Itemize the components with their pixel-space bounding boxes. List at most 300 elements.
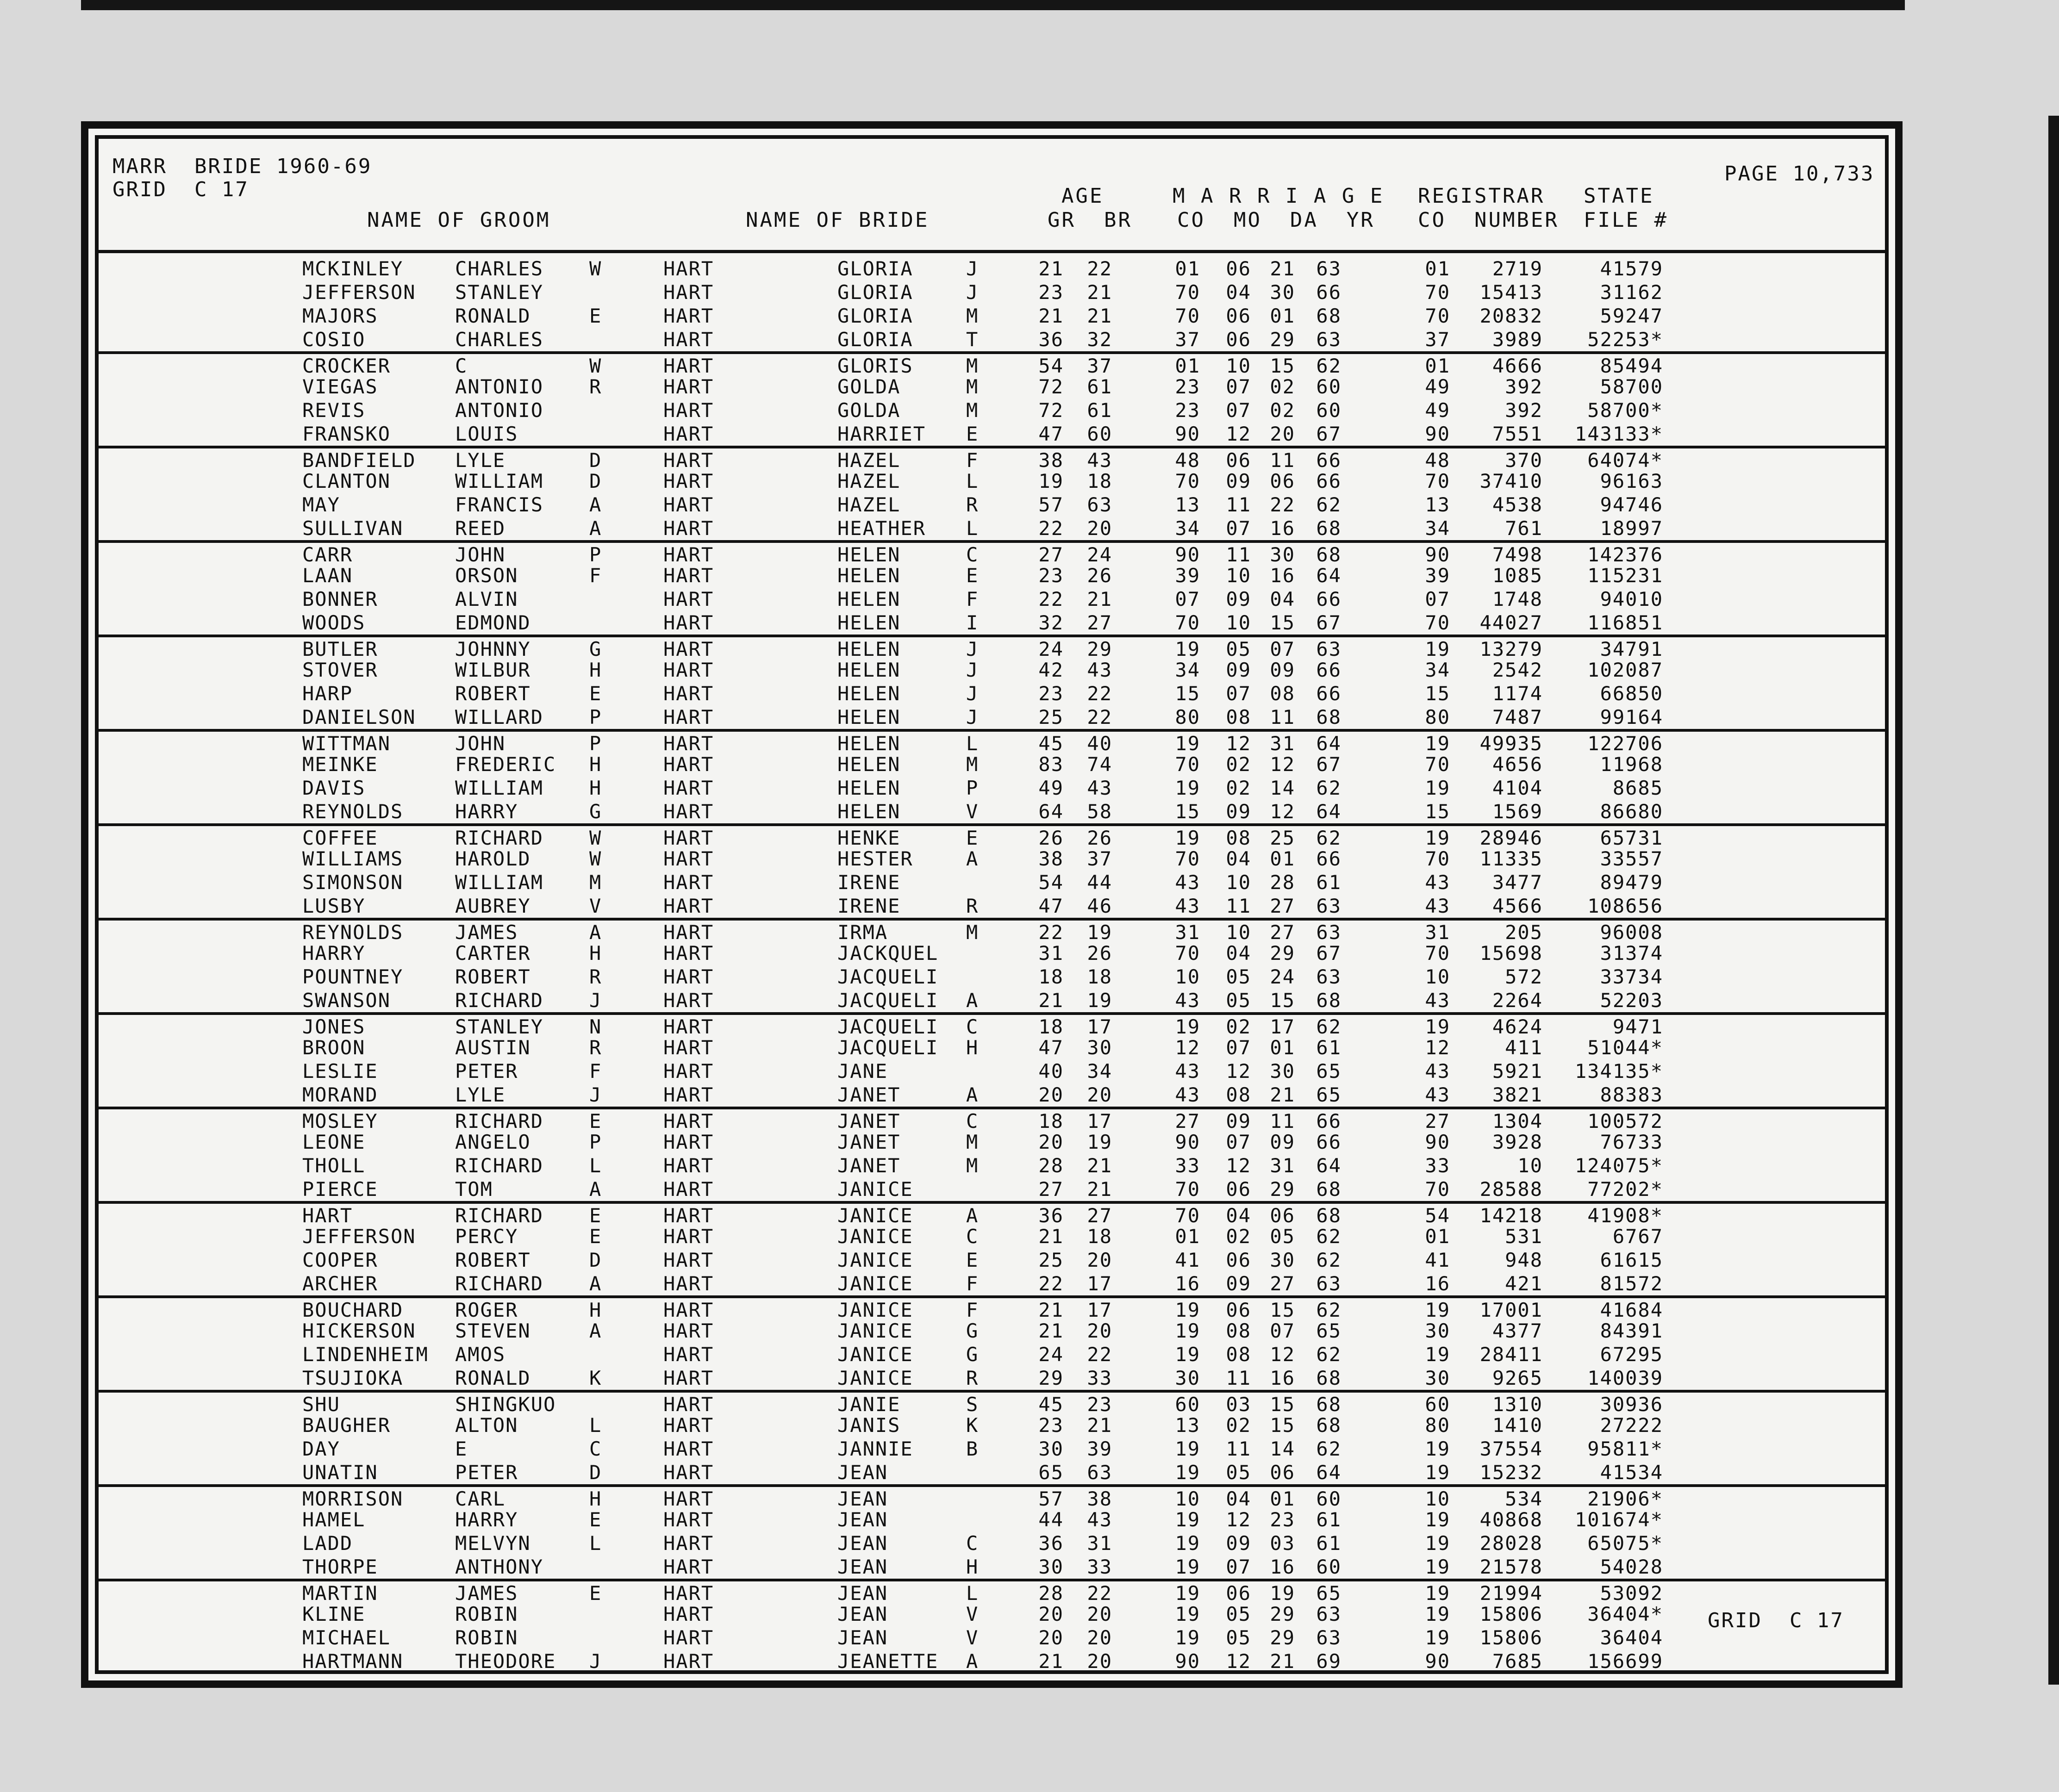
bride-surname: HART — [663, 611, 714, 634]
bride-surname: HART — [663, 1015, 714, 1038]
age-groom: 54 — [1038, 355, 1064, 377]
marriage-month: 03 — [1226, 1393, 1251, 1416]
bride-given: IRMA — [837, 921, 888, 944]
record-row — [99, 422, 1885, 446]
state-file-number: 67295 — [1600, 1343, 1663, 1366]
groom-initial: F — [589, 1060, 602, 1083]
marriage-year: 68 — [1316, 305, 1341, 327]
bride-initial: A — [966, 989, 979, 1012]
registrar-number: 531 — [1505, 1225, 1543, 1248]
marriage-county: 19 — [1175, 1299, 1200, 1321]
bride-surname: HART — [663, 1319, 714, 1342]
marriage-month: 06 — [1226, 1249, 1251, 1271]
bride-surname: HART — [663, 942, 714, 964]
marriage-month: 07 — [1226, 399, 1251, 422]
age-groom: 20 — [1038, 1603, 1064, 1625]
registrar-county: 70 — [1425, 470, 1450, 492]
marriage-day: 01 — [1270, 1036, 1295, 1059]
registrar-number: 37554 — [1479, 1437, 1543, 1460]
age-bride: 63 — [1087, 493, 1112, 516]
marriage-day: 11 — [1270, 1110, 1295, 1132]
bride-given: JANET — [837, 1110, 901, 1132]
groom-given: WILBUR — [455, 659, 531, 681]
age-groom: 47 — [1038, 895, 1064, 917]
age-groom: 57 — [1038, 493, 1064, 516]
marriage-month: 04 — [1226, 847, 1251, 870]
state-file-number: 65075* — [1587, 1532, 1663, 1555]
state-file-number: 8685 — [1612, 777, 1663, 799]
bride-initial: F — [966, 1272, 979, 1295]
marriage-county: 80 — [1175, 706, 1200, 728]
groom-given: ROBERT — [455, 1249, 531, 1271]
marriage-year: 62 — [1316, 1299, 1341, 1321]
bride-surname: HART — [663, 638, 714, 660]
record-row — [99, 1461, 1885, 1484]
groom-given: CARTER — [455, 942, 531, 964]
age-groom: 27 — [1038, 543, 1064, 566]
groom-initial: J — [589, 1083, 602, 1106]
age-subheader: GR BR — [1048, 208, 1132, 232]
age-bride: 18 — [1087, 965, 1112, 988]
state-file-number: 142376 — [1587, 543, 1663, 566]
state-file-number: 108656 — [1587, 895, 1663, 917]
bride-surname: HART — [663, 1414, 714, 1437]
marriage-day: 15 — [1270, 1414, 1295, 1437]
age-bride: 30 — [1087, 1036, 1112, 1059]
registrar-number: 15413 — [1479, 281, 1543, 304]
marriage-day: 12 — [1270, 800, 1295, 823]
marriage-day: 21 — [1270, 1650, 1295, 1673]
groom-given: LOUIS — [455, 423, 518, 445]
groom-initial: P — [589, 543, 602, 566]
age-groom: 45 — [1038, 1393, 1064, 1416]
age-bride: 33 — [1087, 1556, 1112, 1578]
registrar-county: 70 — [1425, 281, 1450, 304]
marriage-county: 43 — [1175, 1060, 1200, 1083]
record-row — [99, 1437, 1885, 1461]
groom-initial: H — [589, 1299, 602, 1321]
state-file-number: 51044* — [1587, 1036, 1663, 1059]
groom-given: STANLEY — [455, 1015, 544, 1038]
registrar-number: 11335 — [1479, 847, 1543, 870]
record-row — [99, 1649, 1885, 1673]
bride-given: JANICE — [837, 1249, 913, 1271]
marriage-month: 12 — [1226, 1650, 1251, 1673]
marriage-year: 63 — [1316, 1626, 1341, 1649]
record-row — [99, 941, 1885, 965]
bride-given: HELEN — [837, 800, 901, 823]
marriage-day: 09 — [1270, 659, 1295, 681]
groom-initial: H — [589, 777, 602, 799]
age-bride: 32 — [1087, 328, 1112, 351]
groom-surname: WOODS — [302, 611, 366, 634]
registrar-county: 19 — [1425, 1437, 1450, 1460]
marriage-year: 68 — [1316, 1204, 1341, 1227]
age-groom: 21 — [1038, 1299, 1064, 1321]
record-row — [99, 753, 1885, 776]
marriage-day: 06 — [1270, 1461, 1295, 1484]
marriage-year: 63 — [1316, 257, 1341, 280]
groom-given: ANTONIO — [455, 399, 544, 422]
record-row — [99, 398, 1885, 422]
record-row — [99, 1272, 1885, 1295]
marriage-month: 08 — [1226, 1083, 1251, 1106]
bride-initial: L — [966, 732, 979, 755]
record-row — [99, 894, 1885, 918]
registrar-number: 370 — [1505, 449, 1543, 472]
registrar-county: 19 — [1425, 638, 1450, 660]
bride-initial: C — [966, 1015, 979, 1038]
groom-surname: JEFFERSON — [302, 281, 416, 304]
registrar-number: 392 — [1505, 399, 1543, 422]
marriage-month: 07 — [1226, 1556, 1251, 1578]
groom-surname: POUNTNEY — [302, 965, 404, 988]
registrar-number: 205 — [1505, 921, 1543, 944]
groom-initial: P — [589, 1131, 602, 1153]
groom-initial: E — [589, 682, 602, 705]
age-groom: 54 — [1038, 871, 1064, 894]
bride-surname: HART — [663, 1582, 714, 1605]
age-groom: 22 — [1038, 921, 1064, 944]
bride-given: JEAN — [837, 1487, 888, 1510]
registrar-number: 15698 — [1479, 942, 1543, 964]
marriage-year: 63 — [1316, 921, 1341, 944]
state-file-number: 84391 — [1600, 1319, 1663, 1342]
groom-surname: COFFEE — [302, 827, 378, 849]
groom-surname: HART — [302, 1204, 353, 1227]
marriage-month: 06 — [1226, 1299, 1251, 1321]
registrar-county: 10 — [1425, 1487, 1450, 1510]
marriage-year: 63 — [1316, 965, 1341, 988]
state-file-number: 33734 — [1600, 965, 1663, 988]
marriage-county: 70 — [1175, 942, 1200, 964]
age-groom: 24 — [1038, 1343, 1064, 1366]
groom-given: RICHARD — [455, 1110, 544, 1132]
record-row — [99, 446, 1885, 472]
marriage-month: 06 — [1226, 257, 1251, 280]
groom-initial: L — [589, 1532, 602, 1555]
state-file-number: 134135* — [1574, 1060, 1663, 1083]
groom-given: RICHARD — [455, 1154, 544, 1177]
bride-initial: L — [966, 517, 979, 540]
marriage-year: 65 — [1316, 1060, 1341, 1083]
record-row — [99, 1107, 1885, 1133]
age-bride: 22 — [1087, 1582, 1112, 1605]
groom-initial: A — [589, 517, 602, 540]
groom-initial: E — [589, 1110, 602, 1132]
marriage-month: 09 — [1226, 588, 1251, 610]
bride-given: HELEN — [837, 682, 901, 705]
groom-initial: A — [589, 921, 602, 944]
bride-surname: HART — [663, 1487, 714, 1510]
marriage-day: 28 — [1270, 871, 1295, 894]
age-groom: 27 — [1038, 1178, 1064, 1201]
registrar-county: 90 — [1425, 1650, 1450, 1673]
age-groom: 38 — [1038, 449, 1064, 472]
groom-given: PETER — [455, 1461, 518, 1484]
registrar-county: 19 — [1425, 777, 1450, 799]
bride-surname: HART — [663, 1272, 714, 1295]
marriage-day: 29 — [1270, 1178, 1295, 1201]
age-bride: 34 — [1087, 1060, 1112, 1083]
record-row — [99, 776, 1885, 800]
groom-given: ORSON — [455, 564, 518, 587]
registrar-county: 34 — [1425, 517, 1450, 540]
marriage-month: 11 — [1226, 1437, 1251, 1460]
marriage-year: 62 — [1316, 355, 1341, 377]
registrar-county: 16 — [1425, 1272, 1450, 1295]
marriage-year: 64 — [1316, 732, 1341, 755]
marriage-month: 08 — [1226, 1343, 1251, 1366]
bride-initial: A — [966, 847, 979, 870]
marriage-county: 01 — [1175, 1225, 1200, 1248]
age-bride: 22 — [1087, 1343, 1112, 1366]
age-groom: 21 — [1038, 989, 1064, 1012]
marriage-year: 66 — [1316, 659, 1341, 681]
registrar-number: 4377 — [1492, 1319, 1543, 1342]
registrar-county: 37 — [1425, 328, 1450, 351]
record-row — [99, 635, 1885, 661]
age-groom: 23 — [1038, 1414, 1064, 1437]
bride-given: HEATHER — [837, 517, 926, 540]
record-row — [99, 1579, 1885, 1605]
bride-surname: HART — [663, 659, 714, 681]
bride-given: JANICE — [837, 1178, 913, 1201]
bride-initial: E — [966, 423, 979, 445]
groom-given: HAROLD — [455, 847, 531, 870]
state-file-number: 76733 — [1600, 1131, 1663, 1153]
age-bride: 21 — [1087, 588, 1112, 610]
registrar-county: 43 — [1425, 871, 1450, 894]
groom-surname: MAY — [302, 493, 340, 516]
record-row — [99, 1295, 1885, 1322]
bride-surname: HART — [663, 1461, 714, 1484]
bride-given: HARRIET — [837, 423, 926, 445]
groom-given: RONALD — [455, 305, 531, 327]
registrar-county: 54 — [1425, 1204, 1450, 1227]
sheet-inner-frame — [95, 135, 1889, 1674]
registrar-county: 70 — [1425, 611, 1450, 634]
registrar-county: 60 — [1425, 1393, 1450, 1416]
bride-given: JACQUELI — [837, 1036, 939, 1059]
bride-given: JANNIE — [837, 1437, 913, 1460]
age-bride: 24 — [1087, 543, 1112, 566]
age-groom: 47 — [1038, 1036, 1064, 1059]
marriage-month: 08 — [1226, 827, 1251, 849]
marriage-county: 01 — [1175, 355, 1200, 377]
groom-given: RONALD — [455, 1367, 531, 1389]
age-groom: 44 — [1038, 1508, 1064, 1531]
age-groom: 29 — [1038, 1367, 1064, 1389]
registrar-county: 01 — [1425, 355, 1450, 377]
bride-initial: A — [966, 1204, 979, 1227]
age-groom: 36 — [1038, 1532, 1064, 1555]
bride-surname: HART — [663, 989, 714, 1012]
registrar-county: 15 — [1425, 800, 1450, 823]
bride-initial: C — [966, 1110, 979, 1132]
groom-surname: DAY — [302, 1437, 340, 1460]
groom-given: AUSTIN — [455, 1036, 531, 1059]
marriage-year: 62 — [1316, 777, 1341, 799]
marriage-day: 14 — [1270, 777, 1295, 799]
marriage-county: 13 — [1175, 1414, 1200, 1437]
age-bride: 21 — [1087, 1178, 1112, 1201]
marriage-month: 05 — [1226, 1626, 1251, 1649]
age-bride: 17 — [1087, 1272, 1112, 1295]
registrar-number: 7685 — [1492, 1650, 1543, 1673]
bride-given: HELEN — [837, 753, 901, 776]
age-groom: 18 — [1038, 1015, 1064, 1038]
marriage-month: 09 — [1226, 800, 1251, 823]
marriage-county: 70 — [1175, 1204, 1200, 1227]
marriage-day: 21 — [1270, 1083, 1295, 1106]
marriage-county: 15 — [1175, 682, 1200, 705]
marriage-day: 24 — [1270, 965, 1295, 988]
bride-surname: HART — [663, 517, 714, 540]
bride-initial: J — [966, 281, 979, 304]
age-groom: 47 — [1038, 423, 1064, 445]
bride-initial: J — [966, 682, 979, 705]
marriage-year: 68 — [1316, 517, 1341, 540]
registrar-county: 19 — [1425, 1461, 1450, 1484]
marriage-month: 10 — [1226, 355, 1251, 377]
age-groom: 19 — [1038, 470, 1064, 492]
marriage-day: 30 — [1270, 543, 1295, 566]
groom-surname: HARTMANN — [302, 1650, 404, 1673]
age-groom: 24 — [1038, 638, 1064, 660]
bride-given: GLORIA — [837, 328, 913, 351]
groom-initial: L — [589, 1414, 602, 1437]
bride-initial: C — [966, 1532, 979, 1555]
bride-given: JANIS — [837, 1414, 901, 1437]
state-file-number: 30936 — [1600, 1393, 1663, 1416]
marriage-year: 63 — [1316, 1272, 1341, 1295]
groom-surname: UNATIN — [302, 1461, 378, 1484]
bride-initial: E — [966, 564, 979, 587]
registrar-county: 34 — [1425, 659, 1450, 681]
registrar-number: 7487 — [1492, 706, 1543, 728]
age-groom: 31 — [1038, 942, 1064, 964]
registrar-number: 4624 — [1492, 1015, 1543, 1038]
record-row — [99, 587, 1885, 611]
bride-surname: HART — [663, 732, 714, 755]
groom-given: HARRY — [455, 800, 518, 823]
marriage-county: 19 — [1175, 732, 1200, 755]
age-bride: 20 — [1087, 1626, 1112, 1649]
bride-surname: HART — [663, 871, 714, 894]
groom-given: JOHN — [455, 732, 506, 755]
groom-surname: MORAND — [302, 1083, 378, 1106]
marriage-year: 66 — [1316, 281, 1341, 304]
marriage-year: 60 — [1316, 375, 1341, 398]
bride-surname: HART — [663, 257, 714, 280]
registrar-number: 534 — [1505, 1487, 1543, 1510]
marriage-day: 29 — [1270, 1603, 1295, 1625]
registrar-number: 2719 — [1492, 257, 1543, 280]
marriage-day: 30 — [1270, 1060, 1295, 1083]
bride-surname: HART — [663, 1249, 714, 1271]
registrar-number: 7498 — [1492, 543, 1543, 566]
registrar-county: 19 — [1425, 1582, 1450, 1605]
bride-surname: HART — [663, 1178, 714, 1201]
bride-initial: R — [966, 895, 979, 917]
bride-given: GOLDA — [837, 399, 901, 422]
bride-initial: B — [966, 1437, 979, 1460]
groom-given: WILLIAM — [455, 777, 544, 799]
record-row — [99, 1012, 1885, 1039]
bride-initial: M — [966, 355, 979, 377]
registrar-county: 19 — [1425, 732, 1450, 755]
record-row — [99, 257, 1885, 280]
record-row — [99, 1083, 1885, 1107]
registrar-county: 70 — [1425, 942, 1450, 964]
groom-given: SHINGKUO — [455, 1393, 556, 1416]
age-groom: 40 — [1038, 1060, 1064, 1083]
age-bride: 39 — [1087, 1437, 1112, 1460]
age-bride: 21 — [1087, 1414, 1112, 1437]
marriage-day: 25 — [1270, 827, 1295, 849]
bride-given: JANET — [837, 1154, 901, 1177]
marriage-month: 04 — [1226, 1204, 1251, 1227]
registrar-number: 421 — [1505, 1272, 1543, 1295]
groom-initial: E — [589, 305, 602, 327]
marriage-year: 68 — [1316, 989, 1341, 1012]
marriage-month: 02 — [1226, 1015, 1251, 1038]
age-groom: 28 — [1038, 1154, 1064, 1177]
bride-given: HAZEL — [837, 493, 901, 516]
bride-given: IRENE — [837, 871, 901, 894]
registrar-column-header: REGISTRAR — [1418, 184, 1545, 208]
registrar-county: 70 — [1425, 847, 1450, 870]
marriage-year: 63 — [1316, 1603, 1341, 1625]
marriage-day: 17 — [1270, 1015, 1295, 1038]
age-groom: 20 — [1038, 1083, 1064, 1106]
registrar-number: 1569 — [1492, 800, 1543, 823]
bride-given: JEAN — [837, 1556, 888, 1578]
marriage-month: 10 — [1226, 921, 1251, 944]
groom-initial: R — [589, 965, 602, 988]
record-row — [99, 328, 1885, 351]
marriage-county: 34 — [1175, 659, 1200, 681]
marriage-year: 61 — [1316, 1532, 1341, 1555]
page-number: PAGE 10,733 — [1724, 162, 1875, 186]
age-groom: 21 — [1038, 1650, 1064, 1673]
age-bride: 22 — [1087, 682, 1112, 705]
registrar-county: 19 — [1425, 1603, 1450, 1625]
groom-given: ROBIN — [455, 1626, 518, 1649]
marriage-county: 48 — [1175, 449, 1200, 472]
bride-initial: V — [966, 800, 979, 823]
bride-given: IRENE — [837, 895, 901, 917]
registrar-number: 28028 — [1479, 1532, 1543, 1555]
record-row — [99, 729, 1885, 755]
bride-initial: M — [966, 921, 979, 944]
top-border-bar — [81, 0, 1905, 10]
groom-initial: W — [589, 355, 602, 377]
bride-initial: H — [966, 1556, 979, 1578]
state-file-number: 34791 — [1600, 638, 1663, 660]
bride-given: HELEN — [837, 543, 901, 566]
marriage-year: 64 — [1316, 1461, 1341, 1484]
marriage-county: 19 — [1175, 1015, 1200, 1038]
marriage-month: 09 — [1226, 470, 1251, 492]
groom-initial: E — [589, 1225, 602, 1248]
groom-given: ROBERT — [455, 965, 531, 988]
age-bride: 38 — [1087, 1487, 1112, 1510]
groom-given: FRANCIS — [455, 493, 544, 516]
groom-surname: CROCKER — [302, 355, 391, 377]
state-file-number: 18997 — [1600, 517, 1663, 540]
